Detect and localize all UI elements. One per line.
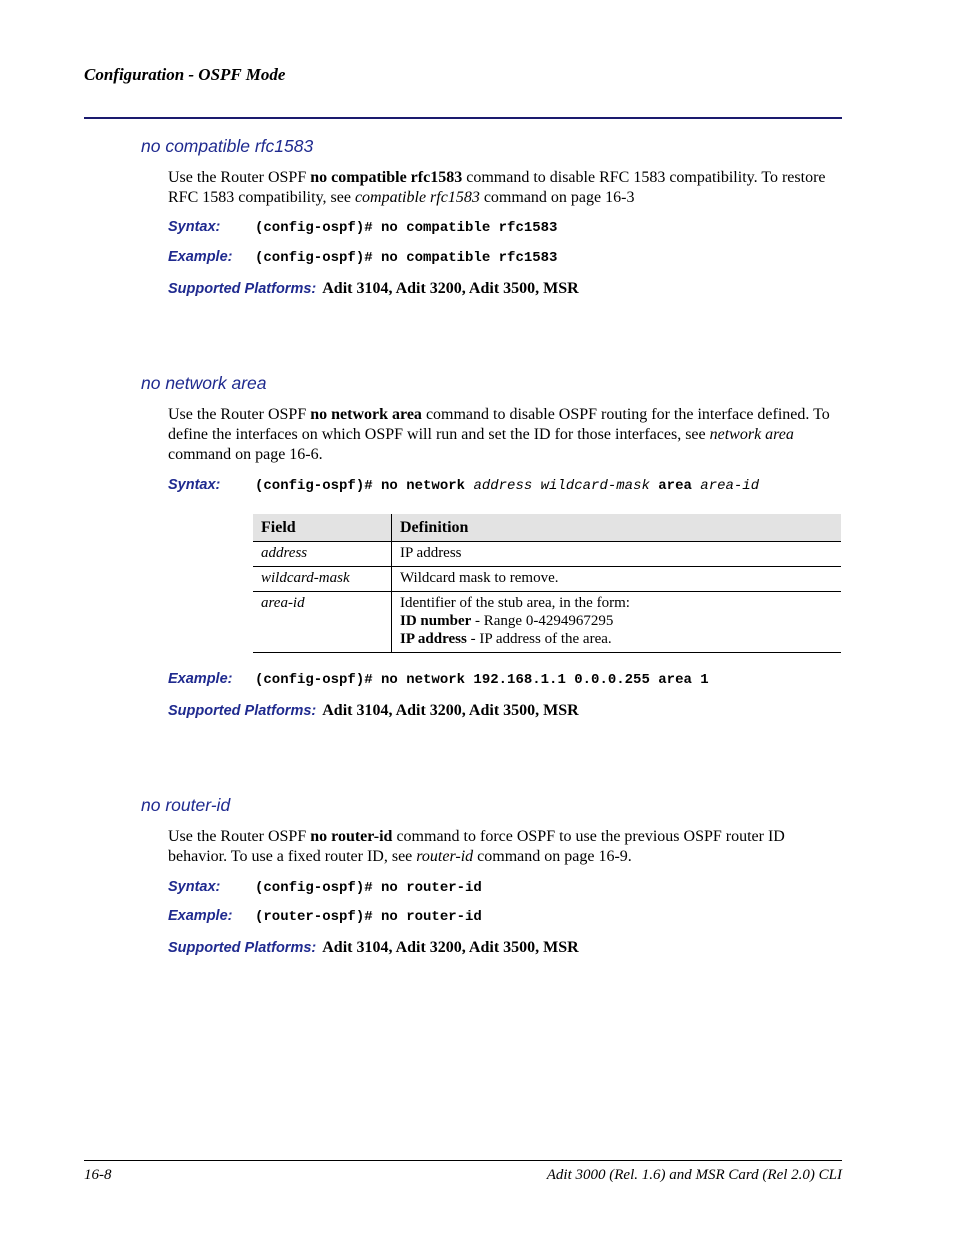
- field-cell: area-id: [253, 592, 392, 653]
- table-header-field: Field: [253, 514, 392, 542]
- platforms-value: Adit 3104, Adit 3200, Adit 3500, MSR: [322, 939, 579, 956]
- section-heading-network-area: no network area: [141, 373, 267, 393]
- table-header-definition: Definition: [392, 514, 842, 542]
- cross-reference: router-id: [416, 848, 474, 865]
- table-header-row: [253, 514, 841, 542]
- syntax-label: Syntax:: [168, 477, 221, 493]
- syntax-code: (config-ospf)# no compatible rfc1583: [255, 220, 558, 236]
- platforms-line: Supported Platforms: Adit 3104, Adit 3200, Adit 3500, MSR: [168, 939, 579, 956]
- table-row: [253, 567, 841, 592]
- platforms-line: Supported Platforms: Adit 3104, Adit 3200, Adit 3500, MSR: [168, 280, 579, 297]
- section-heading-compatible-rfc1583: no compatible rfc1583: [141, 136, 314, 156]
- cross-reference: network area: [709, 426, 794, 443]
- field-definition-table: [253, 514, 841, 653]
- definition-cell: Wildcard mask to remove.: [392, 567, 842, 592]
- example-label: Example:: [168, 908, 233, 924]
- example-code: (config-ospf)# no network 192.168.1.1 0.0.0.255 area 1: [255, 672, 709, 688]
- section-heading-router-id: no router-id: [141, 795, 231, 815]
- syntax-code: (config-ospf)# no router-id: [255, 880, 482, 896]
- section-paragraph: Use the Router OSPF no compatible rfc1583 command to disable RFC 1583 compatibility. To restore RFC 1583 compatibility, see compatible rfc1583 command on page 16-3: [168, 169, 826, 206]
- syntax-label: Syntax:: [168, 879, 221, 895]
- example-code: (config-ospf)# no compatible rfc1583: [255, 250, 558, 266]
- example-code: (router-ospf)# no router-id: [255, 909, 482, 925]
- platforms-value: Adit 3104, Adit 3200, Adit 3500, MSR: [322, 702, 579, 719]
- platforms-value: Adit 3104, Adit 3200, Adit 3500, MSR: [322, 280, 579, 297]
- field-cell: wildcard-mask: [253, 567, 392, 592]
- definition-cell: Identifier of the stub area, in the form: ID number - Range 0-4294967295 IP address - IP address of the area.: [392, 592, 842, 653]
- footer-rule: [84, 1160, 842, 1161]
- syntax-code: (config-ospf)# no network address wildcard-mask area area-id: [255, 478, 760, 494]
- table-row: [253, 542, 841, 567]
- cross-reference: compatible rfc1583: [354, 189, 480, 206]
- platforms-line: Supported Platforms: Adit 3104, Adit 3200, Adit 3500, MSR: [168, 702, 579, 719]
- definition-cell: IP address: [392, 542, 842, 567]
- document-title: Adit 3000 (Rel. 1.6) and MSR Card (Rel 2.0) CLI: [546, 1167, 842, 1183]
- running-header: Configuration - OSPF Mode: [84, 65, 286, 84]
- example-label: Example:: [168, 671, 233, 687]
- section-paragraph: Use the Router OSPF no router-id command to force OSPF to use the previous OSPF router ID behavior. To use a fixed router ID, see router-id command on page 16-9.: [168, 828, 785, 865]
- header-rule: [84, 117, 842, 119]
- example-label: Example:: [168, 249, 233, 265]
- field-cell: address: [253, 542, 392, 567]
- section-paragraph: Use the Router OSPF no network area command to disable OSPF routing for the interface defined. To define the interfaces on which OSPF will run and set the ID for those interfaces, see network area command on page 16-6.: [168, 406, 830, 463]
- table-row: [253, 592, 841, 653]
- page-number: 16-8: [84, 1167, 112, 1183]
- syntax-label: Syntax:: [168, 219, 221, 235]
